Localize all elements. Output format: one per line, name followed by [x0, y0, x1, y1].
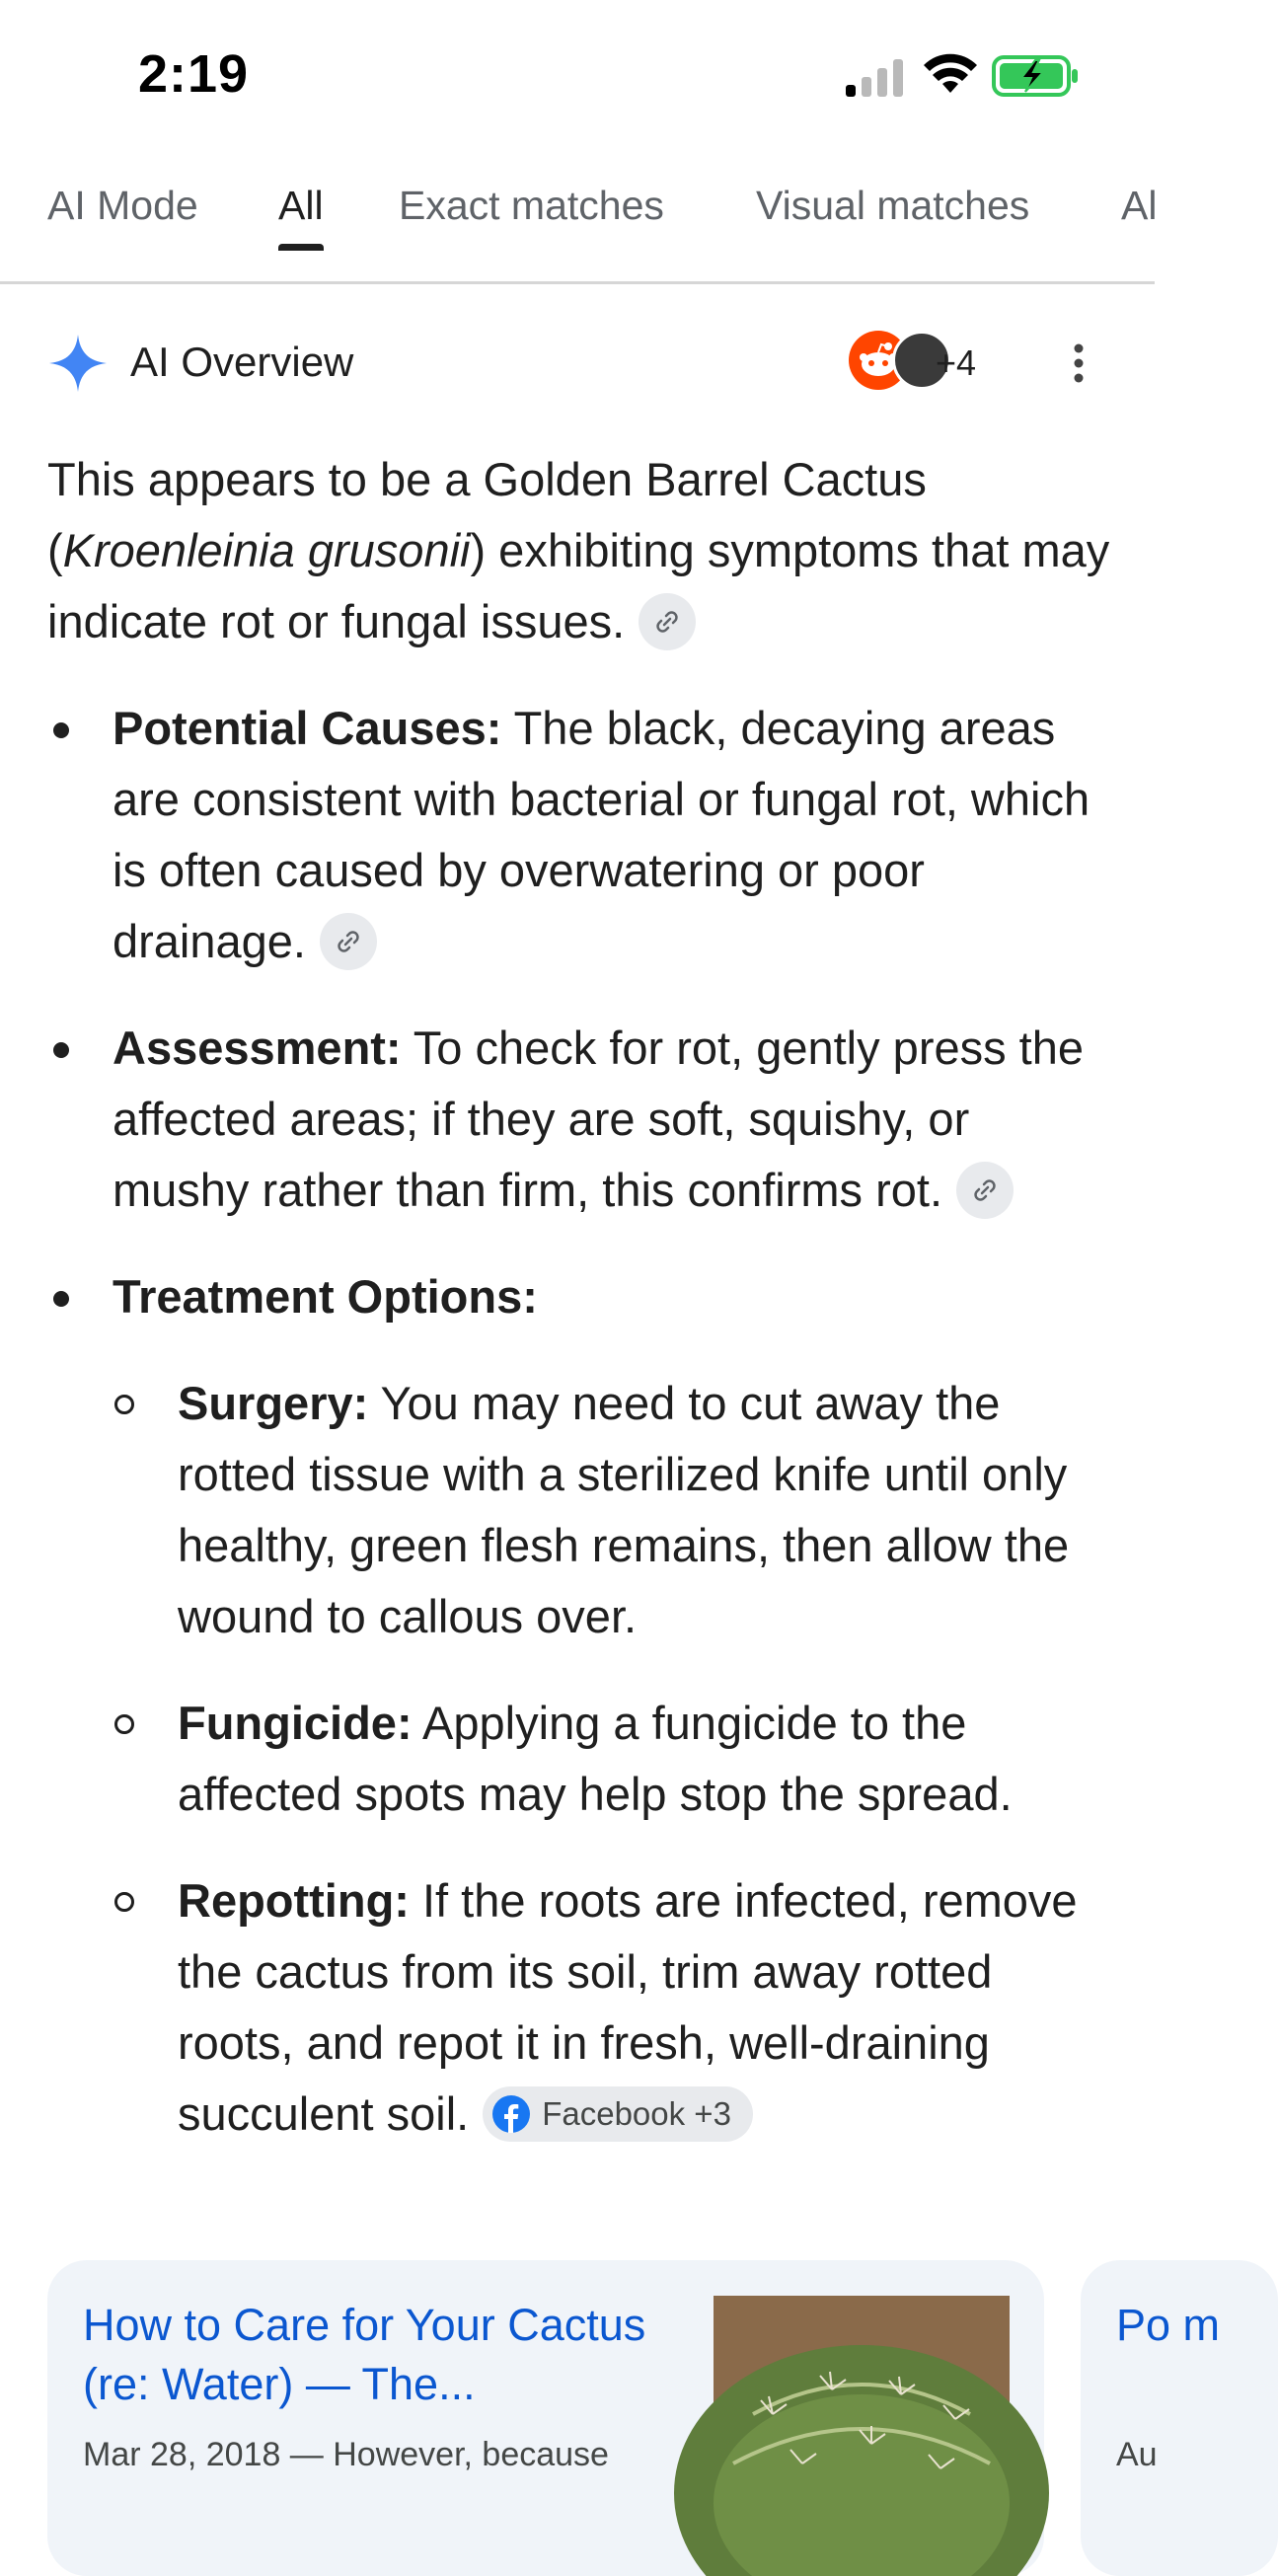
list-item: Potential Causes: The black, decaying areas are consistent with bacterial or fungal rot, which is often caused by overwatering or poor drainage.: [47, 693, 1113, 977]
source-count[interactable]: +4: [936, 342, 977, 383]
cellular-signal-icon: [844, 57, 905, 97]
tab-ai-mode[interactable]: AI Mode: [47, 183, 198, 228]
citation-link-icon[interactable]: [956, 1162, 1014, 1219]
citation-link-icon[interactable]: [320, 913, 377, 970]
result-card[interactable]: [47, 2260, 1044, 2576]
facebook-source-chip[interactable]: Facebook +3: [483, 2086, 753, 2142]
battery-charging-icon: [992, 55, 1081, 97]
species-name: Kroenleinia grusonii: [62, 524, 471, 576]
cactus-thumbnail-image[interactable]: [714, 2296, 1010, 2552]
list-item: Fungicide: Applying a fungicide to the affected spots may help stop the spread.: [113, 1688, 1113, 1830]
result-card-title[interactable]: How to Care for Your Cactus (re: Water) — The...: [83, 2300, 646, 2409]
status-time: 2:19: [138, 44, 250, 104]
list-item: Surgery: You may need to cut away the rotted tissue with a sterilized knife until only healthy, green flesh remains, then allow the wound to callous over.: [113, 1368, 1113, 1652]
facebook-icon: [492, 2095, 530, 2133]
tab-partial[interactable]: Al: [1121, 183, 1158, 228]
gemini-sparkle-icon: [47, 333, 109, 394]
status-bar: [0, 0, 1155, 148]
result-card-partial[interactable]: [1081, 2260, 1278, 2576]
treatment-options-list: [113, 1368, 1113, 2150]
list-item: Assessment: To check for rot, gently press the affected areas; if they are soft, squishy, or mushy rather than firm, this confirms rot.: [47, 1013, 1113, 1226]
list-item: Repotting: If the roots are infected, remove the cactus from its soil, trim away rotted roots, and repot it in fresh, well-draining succulent soil. Facebook +3: [113, 1865, 1113, 2150]
result-card-title[interactable]: Po m: [1116, 2300, 1221, 2350]
more-options-icon[interactable]: [1064, 339, 1093, 388]
wifi-icon: [923, 53, 978, 97]
tab-visual-matches[interactable]: Visual matches: [756, 183, 1030, 228]
result-card-snippet: Mar 28, 2018 — However, because: [83, 2436, 609, 2473]
overview-bullet-list: [47, 693, 1113, 2150]
tab-exact-matches[interactable]: Exact matches: [399, 183, 664, 228]
search-filter-tabs: [0, 163, 1158, 284]
ai-overview-content: [47, 444, 1113, 2185]
overview-intro: This appears to be a Golden Barrel Cactus (Kroenleinia grusonii) exhibiting symptoms that may indicate rot or fungal issues.: [47, 444, 1113, 657]
citation-link-icon[interactable]: [639, 593, 696, 650]
result-card-snippet: Au: [1116, 2436, 1158, 2473]
ai-overview-title: AI Overview: [130, 339, 354, 385]
tab-all[interactable]: All: [278, 183, 324, 251]
list-item: Treatment Options: Surgery: You may need to cut away the rotted tissue with a sterilized knife until only healthy, green flesh remains, then allow the wound to callous over. Fungicide: Applying a fungicide to the affected spots may help stop the spread. Repotting: If the roots are infected, remove the cactus from its soil, trim away rotted roots, and repot it in fresh, well-draining succulent soil. Facebook +3: [47, 1261, 1113, 2150]
ai-overview-header: [47, 331, 1107, 400]
